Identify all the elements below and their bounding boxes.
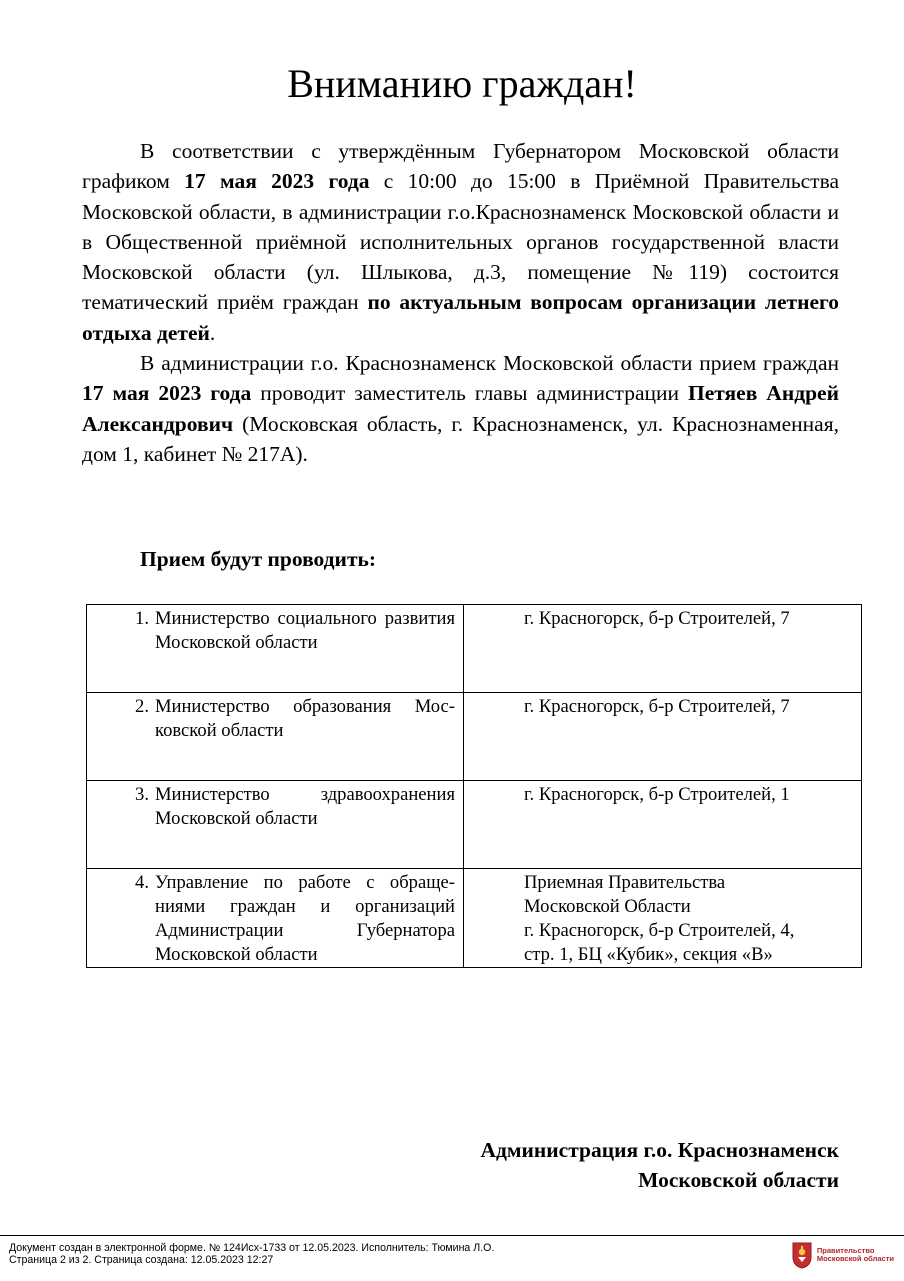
notice-paragraph-1: В соответствии с утверждённым Губернатором Московской области графиком 17 мая 2023 года с 10:00 до 15:00 в Приёмной Правительства Московской области, в администрации г.о.Краснознаменск Московской области и в Общественной приёмной исполнительных органов государственной власти Московской области (ул. Шлыкова, д.3, помещение №119) состоится тематический приём граждан по актуальным вопросам организации летнего отдыха детей.: [82, 139, 839, 345]
reception-table: [86, 604, 862, 968]
signature-block: [480, 1135, 839, 1195]
table-row: [87, 605, 862, 693]
organization-address: Приемная Правительства Московской Области г. Красногорск, б-р Строителей, 4, стр. 1, БЦ «Кубик», секция «В»: [524, 872, 795, 965]
government-logo: [791, 1241, 894, 1269]
notice-paragraph-2: В администрации г.о. Краснознаменск Московской области прием граждан 17 мая 2023 года проводит заместитель главы администрации Петяев Андрей Александрович (Московская область, г. Краснознаменск, ул. Краснознаменная, дом 1, кабинет № 217А).: [82, 351, 839, 466]
organization-address: г. Красногорск, б-р Строителей, 1: [524, 784, 790, 805]
footer-text: [9, 1242, 494, 1266]
signature-line-1: Администрация г.о. Краснознаменск: [480, 1138, 839, 1162]
footer-line-2: Страница 2 из 2. Страница создана: 12.05.2023 12:27: [9, 1254, 274, 1266]
organization-name: Министерство образования Московской области: [155, 696, 455, 741]
organization-address: г. Красногорск, б-р Строителей, 7: [524, 608, 790, 629]
reception-heading: Прием будут проводить:: [140, 547, 377, 571]
row-number: 4 .: [87, 871, 149, 967]
organization-address: г. Красногорск, б-р Строителей, 7: [524, 696, 790, 717]
document-footer: [0, 1235, 904, 1281]
signature-line-2: Московской области: [638, 1168, 839, 1192]
table-row: [87, 781, 862, 869]
organization-name: Министерство социального развития Московской области: [155, 608, 455, 653]
table-row: [87, 693, 862, 781]
footer-line-1: Документ создан в электронной форме. № 124Исх-1733 от 12.05.2023. Исполнитель: Тюмина Л.О.: [9, 1242, 495, 1254]
coat-of-arms-icon: [791, 1241, 813, 1269]
page-title: Вниманию граждан!: [287, 61, 637, 106]
organization-name: Управление по работе с обращениями граждан и организаций Администрации Губернатора Московской области: [155, 872, 455, 965]
row-number: 2 .: [87, 695, 149, 743]
organization-name: Министерство здравоохранения Московской области: [155, 784, 455, 829]
row-number: 3 .: [87, 783, 149, 831]
table-row: [87, 869, 862, 968]
row-number: 1 .: [87, 607, 149, 655]
notice-body: [82, 136, 839, 469]
logo-text: Правительство Московской области: [816, 1245, 894, 1263]
